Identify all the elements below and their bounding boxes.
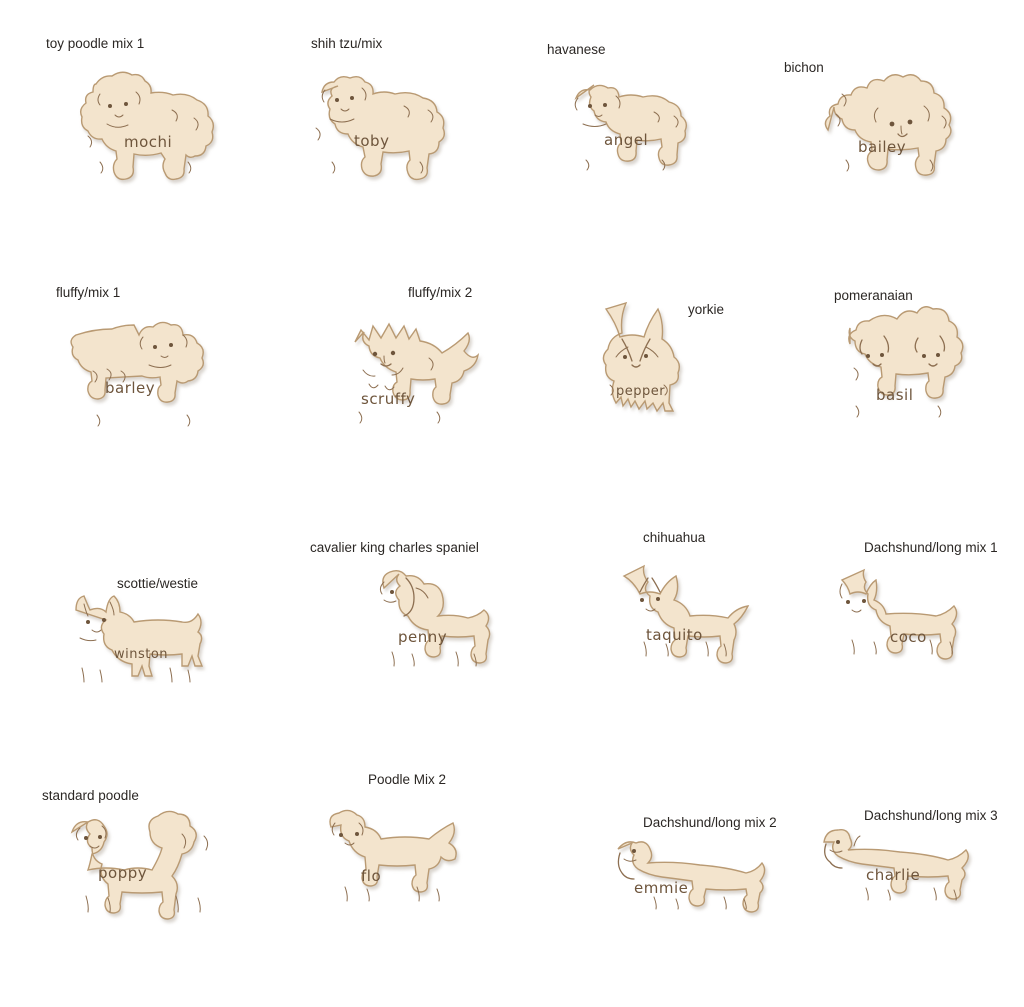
engraved-name: emmie	[634, 879, 689, 897]
engraved-name: flo	[361, 867, 382, 885]
dog-shape-dachshund-long-mix-2	[600, 835, 775, 930]
dog-shape-standard-poodle	[50, 810, 235, 940]
breed-label: yorkie	[688, 302, 725, 317]
breed-label: Dachshund/long mix 3	[864, 808, 998, 823]
engraved-name: scruffy	[361, 390, 416, 408]
engraved-name: penny	[398, 628, 448, 646]
engraved-name: basil	[876, 386, 914, 404]
breed-label: bichon	[784, 60, 824, 75]
breed-label: Dachshund/long mix 2	[643, 815, 777, 830]
engraved-name: toby	[354, 132, 390, 150]
dog-shape-fluffy-mix-1	[75, 315, 240, 450]
dog-shape-havanese	[550, 76, 705, 191]
engraved-name: mochi	[124, 133, 173, 151]
engraved-name: bailey	[858, 138, 907, 156]
dog-shape-chihuahua	[600, 562, 750, 687]
breed-label: chihuahua	[643, 530, 706, 545]
engraved-name: charlie	[866, 866, 921, 884]
dog-shape-fluffy-mix-2	[333, 312, 493, 447]
engraved-name: barley	[105, 379, 156, 397]
dog-shape-yorkie	[592, 303, 712, 443]
breed-label: pomeranaian	[834, 288, 913, 303]
dog-shape-dachshund-long-mix-3	[808, 822, 988, 922]
breed-label: cavalier king charles spaniel	[310, 540, 479, 555]
dog-shape-cavalier-king-charles-spaniel	[350, 570, 505, 690]
dog-shape-dachshund-long-mix-1	[812, 570, 982, 680]
dog-shape-scottie-westie	[60, 582, 220, 702]
engraved-name: pepper	[616, 384, 666, 399]
breed-label: Dachshund/long mix 1	[864, 540, 998, 555]
engraved-name: winston	[114, 647, 169, 662]
dog-shape-poodle-mix-2	[305, 805, 475, 930]
engraved-name: taquito	[646, 626, 703, 644]
engraved-name: poppy	[98, 864, 148, 882]
dog-shape-shih-tzu-mix	[292, 66, 467, 196]
breed-label: standard poodle	[42, 788, 139, 803]
breed-label: scottie/westie	[117, 576, 199, 591]
engraved-name: coco	[890, 628, 927, 646]
breed-label: fluffy/mix 2	[408, 285, 473, 300]
breed-label: havanese	[547, 42, 606, 57]
dog-shape-bichon	[806, 64, 966, 194]
dog-shape-pomeranian	[828, 310, 978, 440]
breed-label: toy poodle mix 1	[46, 36, 145, 51]
dog-shape-toy-poodle-mix-1	[52, 70, 227, 195]
breed-label: shih tzu/mix	[311, 36, 383, 51]
engraved-name: angel	[604, 131, 649, 149]
breed-label: fluffy/mix 1	[56, 285, 121, 300]
breed-label: Poodle Mix 2	[368, 772, 447, 787]
